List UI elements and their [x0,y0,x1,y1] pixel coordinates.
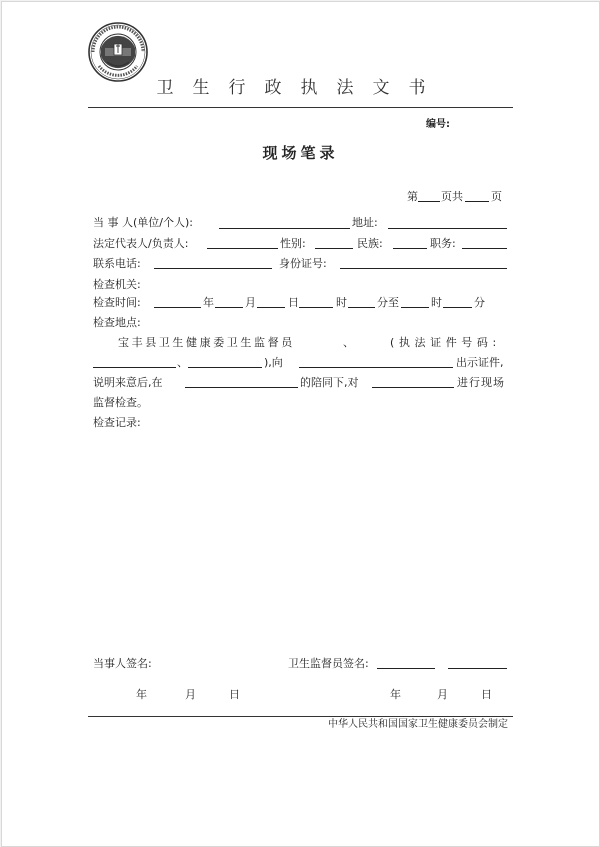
credential-number-1-field[interactable] [93,367,176,368]
document-type-title: 卫生行政执法文书 [156,78,445,98]
legal-rep-label: 法定代表人/负责人: [93,237,189,250]
health-supervision-emblem [87,22,149,82]
day-unit: 日 [288,296,299,309]
ethnicity-field[interactable] [393,248,427,249]
position-label: 职务: [430,237,456,250]
form-title: 现场笔录 [262,144,339,162]
inspection-target-field[interactable] [372,387,454,388]
end-minute-field[interactable] [443,307,472,308]
page-total-field[interactable] [465,201,489,202]
footer-divider [88,716,513,717]
inspecting-org-label: 检查机关: [93,278,141,291]
inspector-signature-2-field[interactable] [448,668,507,669]
inspector-signature-1-field[interactable] [377,668,435,669]
document-page [1,1,600,847]
start-minute-field[interactable] [348,307,375,308]
hour-unit: 时 [336,296,347,309]
inspector-date-day: 日 [481,688,492,701]
id-number-field[interactable] [340,268,507,269]
page-gong-label: 页共 [441,190,463,203]
accompanied-by-field[interactable] [185,387,298,388]
page-di-label: 第 [407,190,418,203]
show-credentials-text: 出示证件, [456,356,504,369]
minute-unit: 分 [474,296,485,309]
party-signature-label: 当事人签名: [93,657,152,670]
inspector-intro-text: 宝丰县卫生健康委卫生监督员 [118,336,295,349]
credential-separator: 、 [177,356,188,369]
supervision-check-text: 监督检查。 [93,396,148,409]
minute-to-label: 分至 [377,296,399,309]
address-label: 地址: [352,216,378,229]
page-ye-label: 页 [491,190,502,203]
year-unit: 年 [203,296,214,309]
inspector-separator: 、 [343,336,354,349]
start-year-field[interactable] [154,307,201,308]
page-number-field[interactable] [418,201,440,202]
accompanied-text: 的陪同下,对 [300,376,359,389]
party-date-day: 日 [229,688,240,701]
address-field[interactable] [388,228,507,229]
credential-number-label: (执法证件号码: [390,336,501,349]
start-month-field[interactable] [215,307,243,308]
start-hour-field[interactable] [299,307,333,308]
inspection-record-area[interactable] [93,432,507,647]
month-unit: 月 [245,296,256,309]
issuer-footer: 中华人民共和国国家卫生健康委员会制定 [328,719,508,730]
position-field[interactable] [462,248,507,249]
onsite-text: 进行现场 [457,376,505,389]
inspector-date-year: 年 [390,688,401,701]
gender-field[interactable] [315,248,353,249]
phone-field[interactable] [154,268,272,269]
presented-to-field[interactable] [299,367,453,368]
inspection-record-label: 检查记录: [93,416,141,429]
legal-rep-field[interactable] [207,248,278,249]
inspector-date-month: 月 [437,688,448,701]
ethnicity-label: 民族: [357,237,383,250]
hour2-unit: 时 [431,296,442,309]
party-field[interactable] [219,228,350,229]
inspection-time-label: 检查时间: [93,296,141,309]
document-number-label: 编号: [426,119,450,130]
id-number-label: 身份证号: [279,257,327,270]
phone-label: 联系电话: [93,257,141,270]
header-divider [88,107,513,108]
inspector-signature-label: 卫生监督员签名: [288,657,369,670]
credential-number-2-field[interactable] [188,367,262,368]
start-day-field[interactable] [257,307,285,308]
inspection-place-label: 检查地点: [93,316,141,329]
purpose-explained-text: 说明来意后,在 [93,376,163,389]
party-date-month: 月 [185,688,196,701]
gender-label: 性别: [280,237,306,250]
toward-text: ),向 [264,356,283,369]
party-label: 当 事 人(单位/个人): [93,216,193,229]
end-hour-field[interactable] [401,307,429,308]
party-date-year: 年 [136,688,147,701]
